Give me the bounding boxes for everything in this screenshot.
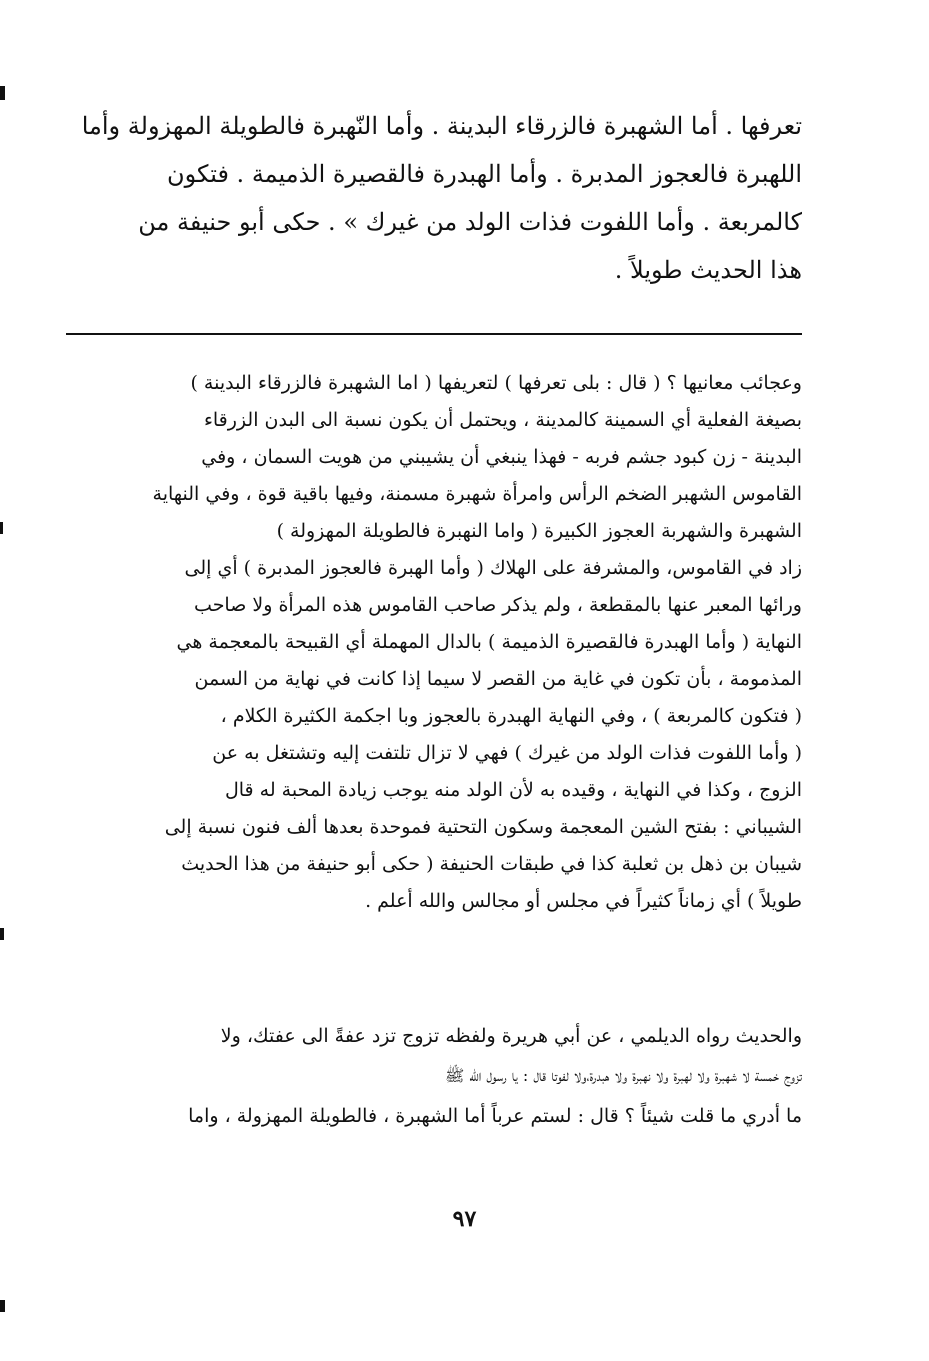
footnote-line: طويلاً ) أي زماناً كثيراً في مجلس أو مجالس والله أعلم . (365, 890, 802, 912)
main-text-line: كالمربعة . وأما اللفوت فذات الولد من غيرك » . حكى أبو حنيفة من (138, 208, 802, 236)
footnote-line: النهاية ( وأما الهبدرة فالقصيرة الذميمة ) بالدال المهملة أي القبيحة بالمعجمة هي (176, 631, 802, 653)
main-text (72, 102, 802, 294)
footnote-line: الشهبرة والشهربة العجوز الكبيرة ( واما النهبرة فالطويلة المهزولة ) (276, 520, 802, 542)
footnote-line: ( وأما اللفوت فذات الولد من غيرك ) فهي لا تزال تلتفت إليه وتشتغل به عن (212, 742, 802, 764)
hadith-line: والحديث رواه الديلمي ، عن أبي هريرة ولفظه تزوج تزد عفةً الى عفتك، ولا (220, 1025, 802, 1047)
footnote-divider (66, 333, 802, 335)
footnote-line: ورائها المعبر عنها بالمقطعة ، ولم يذكر صاحب القاموس هذه المرأة ولا صاحب (194, 594, 802, 616)
main-text-line: اللهبرة فالعجوز المدبرة . وأما الهبدرة فالقصيرة الذميمة . فتكون (166, 160, 802, 188)
footnote-line: شيبان بن ذهل بن ثعلبة كذا في طبقات الحنيفة ( حكى أبو حنيفة من هذا الحديث (181, 853, 802, 875)
main-text-line: تعرفها . أما الشهبرة فالزرقاء البدينة . وأما النّهبرة فالطويلة المهزولة وأما (81, 112, 802, 140)
footnote-line: وعجائب معانيها ؟ ( قال : بلى تعرفها ) لتعريفها ( اما الشهبرة فالزرقاء البدينة ) (190, 372, 802, 394)
footnote-line: ( فتكون كالمربعة ) ، وفي النهاية الهبدرة بالعجوز وبا اجكمة الكثيرة الكلام ، (220, 705, 802, 727)
footnote-line: بصيغة الفعلية أي السمينة كالمدينة ، ويحتمل أن يكون نسبة الى البدن الزرقاء (203, 409, 802, 431)
hadith-line: ما أدري ما قلت شيئاً ؟ قال : لستم عرباً أما الشهبرة ، فالطويلة المهزولة ، واما (188, 1105, 802, 1127)
footnote-line: المذمومة ، بأن تكون في غاية من القصر لا سيما إذا كانت في نهاية من السمن (194, 668, 802, 690)
hadith-line: تزوج خمسة لا شهبرة ولا لهبرة ولا نهبرة ولا هبدرة،ولا لفوتا قال : يا رسول الله ﷺ (444, 1066, 802, 1085)
main-text-line: هذا الحديث طويلاً . (614, 256, 802, 284)
scan-edge-mark-middle (0, 522, 3, 534)
scan-edge-mark-lower (0, 928, 4, 940)
footnote-line: الزوج ، وكذا في النهاية ، وقيده به لأن الولد منه يوجب زيادة المحبة له قال (224, 779, 802, 801)
commentary-footnote (72, 365, 802, 920)
scan-edge-mark-top (0, 86, 5, 100)
footnote-line: البدينة - زن كبود جشم فربه - فهذا ينبغي أن يشيبني من هويت السمان ، وفي (201, 446, 802, 468)
footnote-line: زاد في القاموس، والمشرفة على الهلاك ( وأما الهبرة فالعجوز المدبرة ) أي إلى (184, 557, 802, 579)
footnote-line: القاموس الشهبر الضخم الرأس وامرأة شهبرة مسمنة، وفيها باقية قوة ، وفي النهاية (152, 483, 802, 505)
scan-edge-mark-bottom (0, 1300, 5, 1312)
hadith-note (72, 1016, 802, 1136)
footnote-line: الشيباني : بفتح الشين المعجمة وسكون التحتية فموحدة بعدها ألف فنون نسبة إلى (164, 816, 802, 838)
page-number: ٩٧ (452, 1206, 477, 1232)
